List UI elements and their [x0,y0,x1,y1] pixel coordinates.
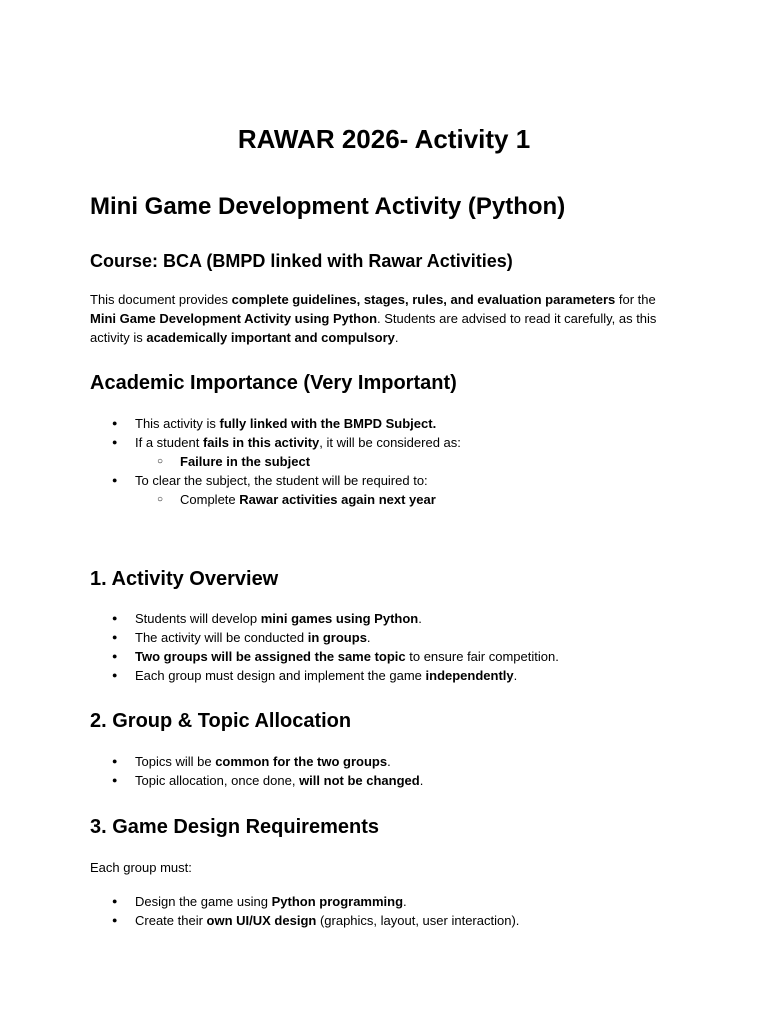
item-bold: fails in this activity [202,435,320,450]
list-item [90,414,690,433]
item-text: To clear the subject, the student will be required to: [135,473,428,488]
activity-overview-heading: 1. Activity Overview [90,568,279,590]
item-bold: will not be changed [299,773,420,788]
group-topic-allocation-heading: 2. Group & Topic Allocation [90,710,352,732]
item-text: If a student [135,435,203,450]
item-bold: Failure in the subject [180,454,311,469]
list-item [90,911,690,930]
item-text: The activity will be conducted [135,630,308,645]
list-item [90,609,690,628]
item-text: Complete [180,492,240,507]
sub-list [135,452,690,471]
item-text: . [419,773,424,788]
item-text: This activity is [135,416,220,431]
item-text: . [387,754,391,769]
item-bold: own UI/UX design [206,913,317,928]
sub-list-item [135,490,690,509]
group-topic-allocation-list [90,752,690,790]
intro-bold: complete guidelines, stages, rules, and evaluation parameters [231,292,616,307]
item-bold: Rawar activities again next year [239,492,436,507]
list-item [90,647,690,666]
item-bold: Two groups will be assigned the same topic [135,649,406,664]
item-text: Each group must design and implement the game [135,668,426,683]
intro-bold: academically important and compulsory [146,330,395,345]
item-text: (graphics, layout, user interaction). [316,913,520,928]
list-item [90,628,690,647]
item-bold: independently [425,668,514,683]
item-text: Topics will be [135,754,216,769]
game-design-requirements-heading: 3. Game Design Requirements [90,816,379,838]
item-bold: Python programming [271,894,404,909]
item-text: Students will develop [135,611,261,626]
item-text: to ensure fair competition. [405,649,559,664]
game-design-requirements-list [90,892,690,930]
item-bold: mini games using Python [260,611,419,626]
item-text: . [366,630,371,645]
sub-list [135,490,690,509]
list-item [90,471,690,509]
document-title: RAWAR 2026- Activity 1 [237,124,531,154]
item-bold: in groups [307,630,367,645]
item-text: Create their [135,913,207,928]
academic-importance-heading: Academic Importance (Very Important) [90,372,457,394]
list-item [90,771,690,790]
intro-text: . Students are advised to read it carefully, as this activity is [90,311,657,345]
item-text: . [418,611,422,626]
item-text: , it will be considered as: [319,435,461,450]
intro-text: for the [615,292,656,307]
list-item [90,752,690,771]
sub-list-item [135,452,690,471]
design-lead-text: Each group must: [90,860,192,875]
item-text: Topic allocation, once done, [135,773,300,788]
list-item [90,666,690,685]
intro-paragraph [90,290,680,347]
intro-text: This document provides [90,292,232,307]
item-text: Design the game using [135,894,272,909]
course-heading: Course: BCA (BMPD linked with Rawar Activities) [90,251,513,271]
item-bold: fully linked with the BMPD Subject. [219,416,437,431]
intro-bold: Mini Game Development Activity using Python [90,311,378,326]
document-subtitle: Mini Game Development Activity (Python) [90,193,566,220]
item-bold: common for the two groups [215,754,388,769]
list-item [90,433,690,471]
list-item [90,892,690,911]
item-text: . [403,894,407,909]
activity-overview-list [90,609,690,685]
academic-importance-list [90,414,690,509]
item-text: . [513,668,518,683]
intro-text: . [394,330,399,345]
